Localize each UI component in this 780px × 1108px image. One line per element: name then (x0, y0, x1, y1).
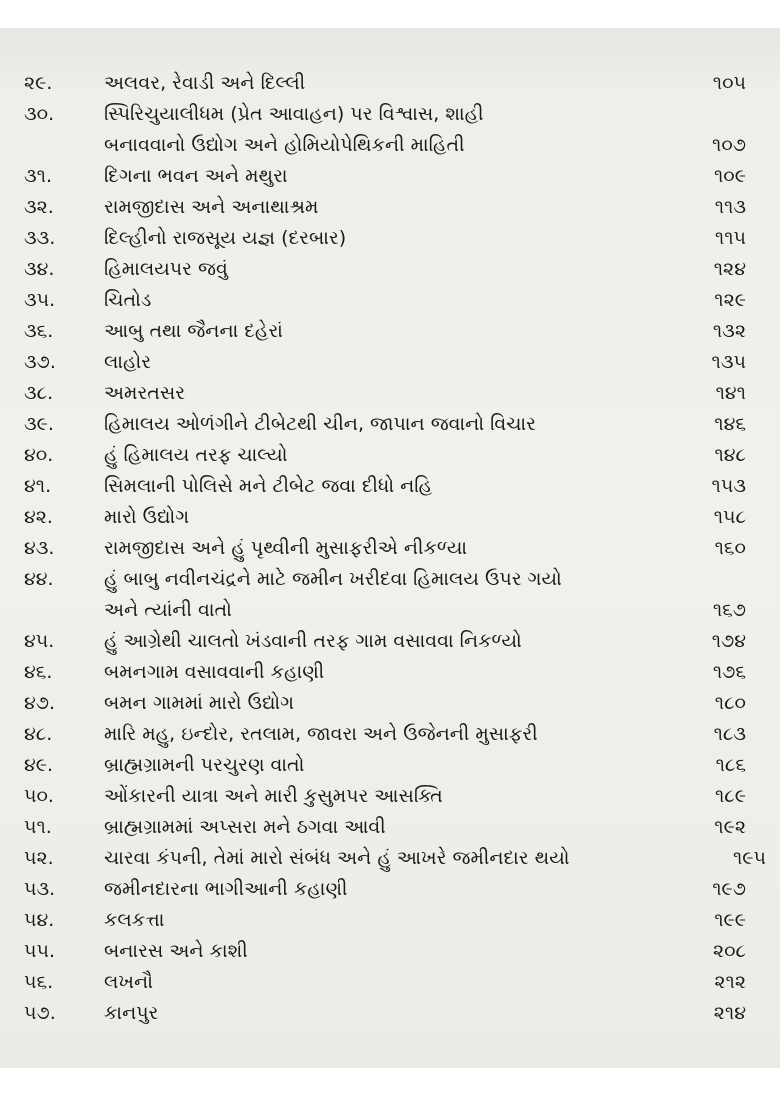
chapter-number: ૪૯. (24, 754, 54, 776)
chapter-number: ૫૧. (24, 816, 52, 838)
page-number: ૧૯૭ (712, 878, 746, 900)
chapter-number: ૪૭. (24, 692, 56, 714)
toc-entry (0, 99, 780, 161)
page-number: ૧૦૫ (712, 72, 746, 94)
toc-entry (0, 502, 780, 533)
page-number: ૧૬૭ (712, 599, 746, 621)
chapter-title: અમરતસર (104, 382, 186, 404)
toc-entry (0, 471, 780, 502)
toc-entry (0, 626, 780, 657)
chapter-number: ૪૪. (24, 568, 54, 590)
chapter-number: ૪૫. (24, 630, 55, 652)
chapter-title: બમન ગામમાં મારો ઉદ્યોગ (104, 692, 295, 714)
chapter-number: ૩૦. (24, 103, 55, 125)
page-number: ૧૩૨ (712, 320, 746, 342)
page-number: ૧૮૦ (714, 692, 746, 714)
toc-entry (0, 998, 780, 1029)
chapter-number: ૪૨. (24, 506, 53, 528)
page-number: ૧૦૯ (714, 165, 746, 187)
page-number: ૧૬૦ (714, 537, 746, 559)
chapter-title-continuation: અને ત્યાંની વાતો (104, 599, 232, 621)
page-number: ૨૧૪ (713, 1002, 746, 1024)
page-number: ૧૧૩ (714, 196, 746, 218)
toc-entry (0, 440, 780, 471)
chapter-title: હું આગ્રેથી ચાલતો ખંડવાની તરફ ગામ વસાવવા નિકળ્યો (104, 630, 522, 652)
chapter-number: ૫૦. (24, 785, 54, 807)
toc-entry (0, 750, 780, 781)
chapter-title: હું બાબુ નવીનચંદ્રને માટે જમીન ખરીદવા હિમાલય ઉપર ગયો (104, 568, 562, 590)
chapter-title: કાનપુર (104, 1002, 159, 1024)
toc-entry (0, 192, 780, 223)
toc-entry (0, 967, 780, 998)
page-number: ૧૮૬ (715, 754, 746, 776)
toc-entry (0, 905, 780, 936)
page-number: ૧૦૭ (712, 134, 746, 156)
chapter-title: બમનગામ વસાવવાની કહાણી (104, 661, 325, 683)
chapter-number: ૩૩. (24, 227, 56, 249)
chapter-number: ૩૪. (24, 258, 55, 280)
chapter-title: હિમાલય ઓળંગીને ટીબેટથી ચીન, જાપાન જવાનો વિચાર (104, 413, 536, 435)
chapter-title: બનારસ અને કાશી (104, 940, 248, 962)
page-number: ૧૫૩ (711, 475, 746, 497)
toc-entry (0, 936, 780, 967)
table-of-contents (0, 68, 780, 1029)
chapter-title: કલકત્તા (104, 909, 165, 931)
page-number: ૧૩૫ (711, 351, 746, 373)
chapter-number: ૫૨. (24, 847, 54, 869)
toc-entry (0, 688, 780, 719)
page-number: ૧૭૪ (711, 630, 746, 652)
chapter-title: જમીનદારના ભાગીઆની કહાણી (104, 878, 348, 900)
toc-entry (0, 843, 780, 874)
page-number: ૧૮૩ (713, 723, 746, 745)
chapter-title: લાહોર (104, 351, 152, 373)
chapter-number: ૩૫. (24, 289, 56, 311)
toc-entry (0, 409, 780, 440)
page-number: ૨૦૮ (712, 940, 746, 962)
chapter-title: સ્પિરિચુયાલીધમ (પ્રેત આવાહન) પર વિશ્વાસ, શાહી (104, 103, 484, 125)
toc-entry (0, 161, 780, 192)
book-page (0, 28, 780, 1068)
chapter-title: રામજીદાસ અને હું પૃથ્વીની મુસાફરીએ નીકળ્યા (104, 537, 468, 559)
chapter-title: બ્રાહ્મગ્રામમાં અપ્સરા મને ઠગવા આવી (104, 816, 386, 838)
chapter-number: ૫૭. (24, 1002, 56, 1024)
chapter-number: ૩૧. (24, 165, 53, 187)
toc-entry (0, 533, 780, 564)
chapter-number: ૪૦. (24, 444, 54, 466)
chapter-number: ૩૨. (24, 196, 54, 218)
toc-entry (0, 378, 780, 409)
page-number: ૧૨૯ (714, 289, 746, 311)
chapter-number: ૩૭. (24, 351, 56, 373)
page-number: ૧૪૮ (714, 444, 746, 466)
chapter-title: દિલ્હીનો રાજસૂય યજ્ઞ (દરબાર) (104, 227, 347, 249)
chapter-title: ચારવા કંપની, તેમાં મારો સંબંધ અને હું આખરે જમીનદાર થયો (104, 847, 570, 869)
chapter-title: લખનૌ (104, 971, 154, 993)
page-number: ૨૧૨ (714, 971, 746, 993)
toc-entry (0, 223, 780, 254)
chapter-title: સિમલાની પોલિસે મને ટીબેટ જવા દીધો નહિ (104, 475, 433, 497)
chapter-number: ૪૩. (24, 537, 55, 559)
chapter-number: ૪૧. (24, 475, 52, 497)
toc-entry (0, 564, 780, 626)
chapter-number: ૩૯. (24, 413, 54, 435)
chapter-number: ૫૩. (24, 878, 56, 900)
toc-entry (0, 657, 780, 688)
toc-entry (0, 812, 780, 843)
toc-entry (0, 316, 780, 347)
chapter-number: ૫૬. (24, 971, 54, 993)
page-number: ૧૯૫ (732, 847, 766, 869)
chapter-title-continuation: બનાવવાનો ઉદ્યોગ અને હોમિયોપેથિકની માહિતી (104, 134, 465, 156)
page-number: ૧૭૬ (712, 661, 746, 683)
page-number: ૧૮૯ (714, 785, 746, 807)
chapter-number: ૨૯. (24, 72, 53, 94)
page-number: ૧૪૧ (715, 382, 746, 404)
chapter-title: મારો ઉદ્યોગ (104, 506, 190, 528)
chapter-number: ૩૮. (24, 382, 54, 404)
chapter-title: ચિતોડ (104, 289, 152, 311)
toc-entry (0, 347, 780, 378)
chapter-title: બ્રાહ્મગ્રામની પરચુરણ વાતો (104, 754, 305, 776)
chapter-title: મારિ મહુ, ઇન્દોર, રતલામ, જાવરા અને ઉજેનની મુસાફરી (104, 723, 538, 745)
toc-entry (0, 68, 780, 99)
toc-entry (0, 254, 780, 285)
page-number: ૧૪૬ (714, 413, 746, 435)
toc-entry (0, 874, 780, 905)
chapter-number: ૪૮. (24, 723, 53, 745)
chapter-title: અલવર, રેવાડી અને દિલ્લી (104, 72, 306, 94)
chapter-number: ૩૬. (24, 320, 54, 342)
chapter-title: હિમાલયપર જવું (104, 258, 228, 280)
chapter-title: ઓંકારની યાત્રા અને મારી કુસુમપર આસક્તિ (104, 785, 443, 807)
page-number: ૧૯૯ (714, 909, 746, 931)
chapter-number: ૫૫. (24, 940, 56, 962)
toc-entry (0, 781, 780, 812)
chapter-title: હું હિમાલય તરફ ચાલ્યો (104, 444, 288, 466)
page-number: ૧૫૮ (713, 506, 746, 528)
chapter-title: આબુ તથા જૈનના દહેરાં (104, 320, 283, 342)
toc-entry (0, 285, 780, 316)
toc-entry (0, 719, 780, 750)
chapter-number: ૫૪. (24, 909, 55, 931)
page-number: ૧૨૪ (713, 258, 746, 280)
chapter-title: રામજીદાસ અને અનાથાશ્રમ (104, 196, 319, 218)
page-number: ૧૯૨ (714, 816, 746, 838)
page-number: ૧૧૫ (714, 227, 746, 249)
chapter-number: ૪૬. (24, 661, 53, 683)
chapter-title: દિગના ભવન અને મથુરા (104, 165, 288, 187)
